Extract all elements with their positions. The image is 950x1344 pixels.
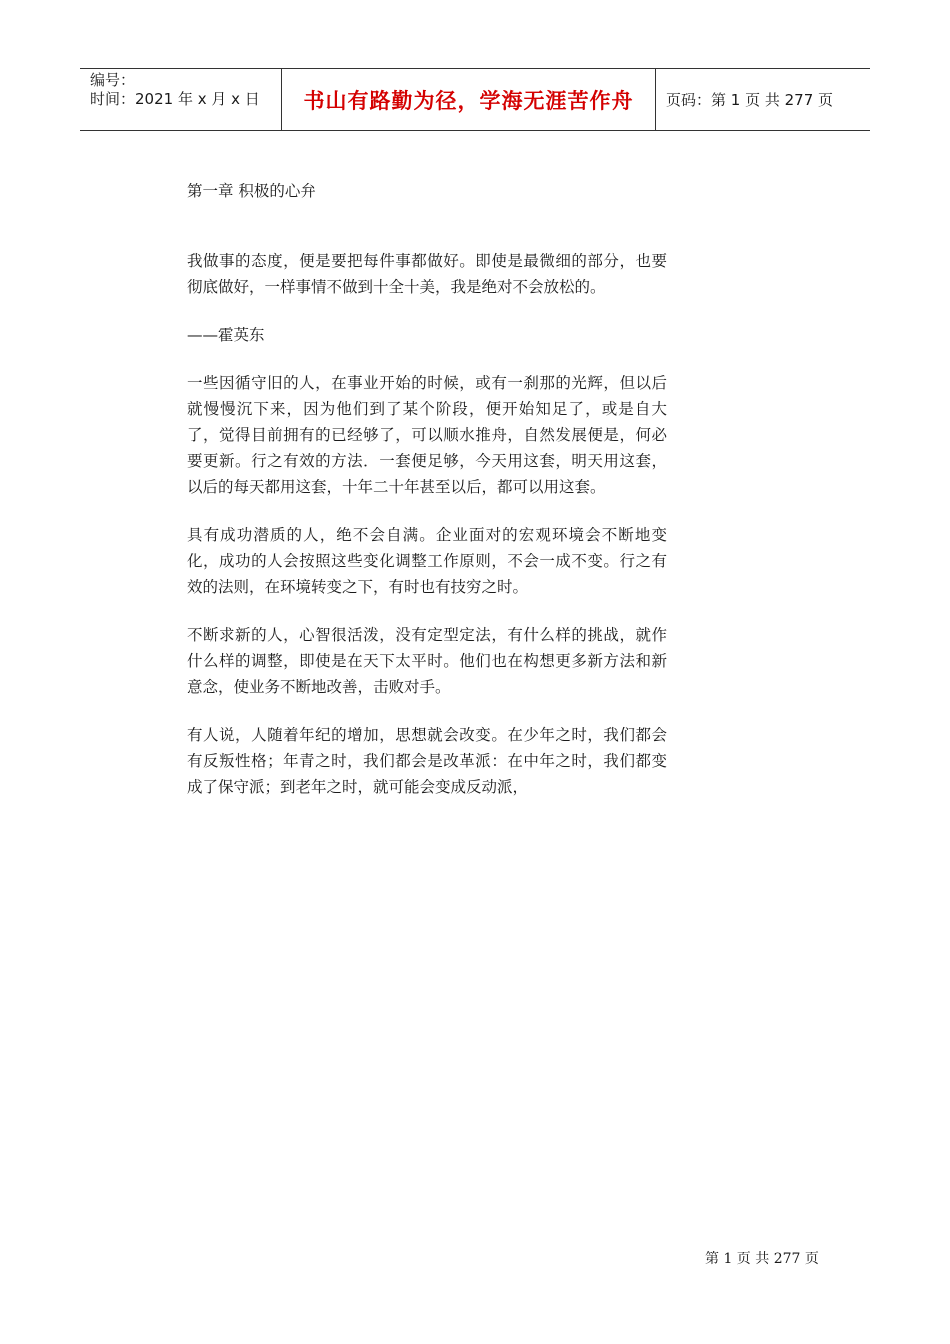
header-meta <box>80 69 282 130</box>
document-body <box>187 178 667 822</box>
chapter-title: 第一章 积极的心弁 <box>187 182 316 200</box>
header-motto: 书山有路勤为径，学海无涯苦作舟 <box>282 69 656 130</box>
paragraph: 具有成功潜质的人，绝不会自满。企业面对的宏观环境会不断地变化，成功的人会按照这些变化调整工作原则，不会一成不变。行之有效的法则，在环境转变之下，有时也有技穷之时。 <box>187 526 667 596</box>
footer-page-number: 第 1 页 共 277 页 <box>705 1251 819 1267</box>
document-number-label: 编号： <box>90 71 136 89</box>
paragraph: 我做事的态度，便是要把每件事都做好。即使是最微细的部分，也要彻底做好，一样事情不做到十全十美，我是绝对不会放松的。 <box>187 252 667 296</box>
document-time-label: 时间：2021 年 x 月 x 日 <box>90 90 260 108</box>
paragraph: 有人说，人随着年纪的增加，思想就会改变。在少年之时，我们都会有反叛性格；年青之时，我们都会是改革派：在中年之时，我们都变成了保守派；到老年之时，就可能会变成反动派， <box>187 726 667 796</box>
paragraph: 不断求新的人，心智很活泼，没有定型定法，有什么样的挑战，就作什么样的调整，即使是在天下太平时。他们也在构想更多新方法和新意念，使业务不断地改善，击败对手。 <box>187 626 667 696</box>
paragraph: 一些因循守旧的人，在事业开始的时候，或有一刹那的光辉，但以后就慢慢沉下来，因为他们到了某个阶段，便开始知足了，或是自大了，觉得目前拥有的已经够了，可以顺水推舟，自然发展便是，何必要更新。行之有效的方法．一套便足够，今天用这套，明天用这套，以后的每天都用这套，十年二十年甚至以后，都可以用这套。 <box>187 374 667 496</box>
quote-attribution: ——霍英东 <box>187 326 265 344</box>
header-page-info: 页码：第 1 页 共 277 页 <box>666 91 834 109</box>
document-header <box>80 68 870 131</box>
